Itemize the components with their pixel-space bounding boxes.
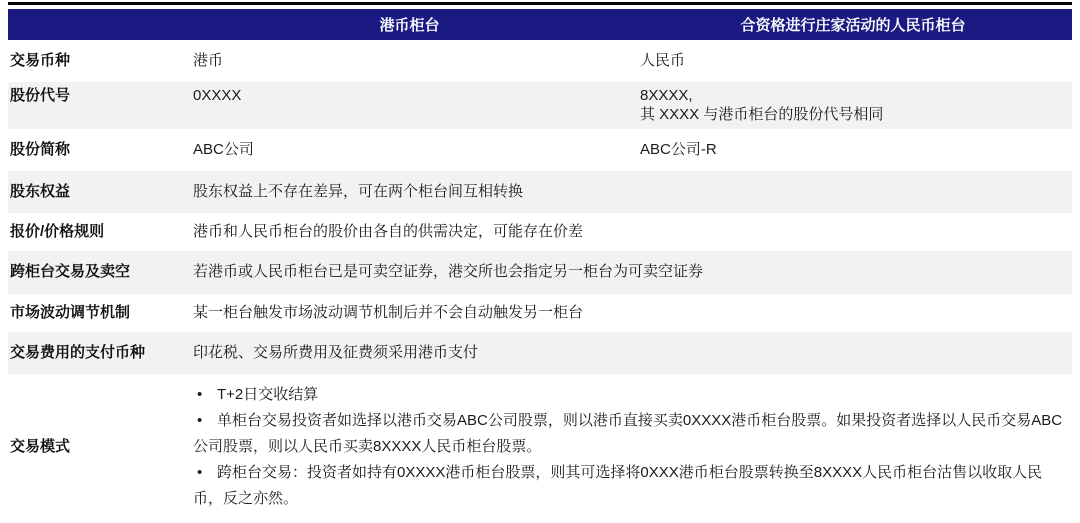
rmb-cell-line1: 8XXXX, — [640, 87, 693, 105]
table-row-trading-currency — [8, 40, 1072, 82]
table-row-shareholder-rights — [8, 171, 1072, 213]
bullet-marker: • — [197, 386, 203, 404]
bullet-marker: • — [197, 464, 203, 482]
row-label: 股东权益 — [10, 182, 71, 200]
row-label: 交易费用的支付币种 — [10, 343, 146, 361]
table-row-trading-mode — [8, 374, 1072, 520]
table-row-fee-payment-currency — [8, 332, 1072, 374]
table-header-row — [8, 9, 1072, 40]
rmb-cell — [640, 82, 1072, 128]
bullet-item-cross-counter — [193, 460, 1066, 512]
table-row-cross-counter-short-selling — [8, 251, 1072, 293]
row-label: 股份简称 — [10, 140, 71, 158]
row-label: 市场波动调节机制 — [10, 303, 131, 321]
row-label: 交易币种 — [10, 52, 71, 69]
table-top-border — [8, 2, 1072, 5]
hkd-cell: 0XXXX — [193, 87, 242, 105]
row-label: 跨柜台交易及卖空 — [10, 263, 131, 281]
row-label: 交易模式 — [10, 438, 71, 455]
table-row-stock-code — [8, 82, 1072, 128]
row-label: 股份代号 — [10, 87, 71, 105]
hkd-cell: ABC公司 — [193, 140, 254, 158]
bullet-text: T+2日交收结算 — [217, 386, 319, 404]
hkd-cell: 港币 — [193, 52, 224, 69]
span-cell: 印花税、交易所费用及征费须采用港币支付 — [193, 343, 479, 361]
bullet-marker: • — [197, 412, 203, 430]
header-empty-cell — [8, 14, 193, 36]
table-row-volatility-control-mechanism — [8, 294, 1072, 332]
rmb-cell: 人民币 — [640, 52, 686, 69]
rmb-cell-line2: 其 XXXX 与港币柜台的股份代号相同 — [640, 106, 884, 124]
rmb-cell: ABC公司-R — [640, 140, 717, 158]
span-cell: 若港币或人民币柜台已是可卖空证券，港交所也会指定另一柜台为可卖空证券 — [193, 263, 704, 281]
header-rmb-counter: 合资格进行庄家活动的人民币柜台 — [740, 17, 966, 34]
dual-counter-comparison-table — [8, 0, 1072, 520]
bullet-text: 单柜台交易投资者如选择以港币交易ABC公司股票，则以港币直接买卖0XXXX港币柜台股票。如果投资者选择以人民币交易ABC公司股票，则以人民币买卖8XXXX人民币柜台股票。 — [193, 412, 1063, 456]
table-row-quote-price-rules — [8, 213, 1072, 251]
span-cell: 股东权益上不存在差异，可在两个柜台间互相转换 — [193, 182, 524, 200]
row-label: 报价/价格规则 — [10, 223, 105, 241]
bullet-list — [193, 374, 1072, 520]
header-hkd-counter: 港币柜台 — [379, 17, 440, 34]
bullet-item-single-counter — [193, 408, 1066, 460]
span-cell: 某一柜台触发市场波动调节机制后并不会自动触发另一柜台 — [193, 303, 584, 321]
bullet-item-settlement — [193, 382, 1066, 408]
span-cell: 港币和人民币柜台的股价由各自的供需决定，可能存在价差 — [193, 223, 584, 241]
table-row-stock-short-name — [8, 129, 1072, 171]
bullet-text: 跨柜台交易：投资者如持有0XXXX港币柜台股票，则其可选择将0XXX港币柜台股票转换至8XXXX人民币柜台沽售以收取人民币，反之亦然。 — [193, 464, 1043, 508]
